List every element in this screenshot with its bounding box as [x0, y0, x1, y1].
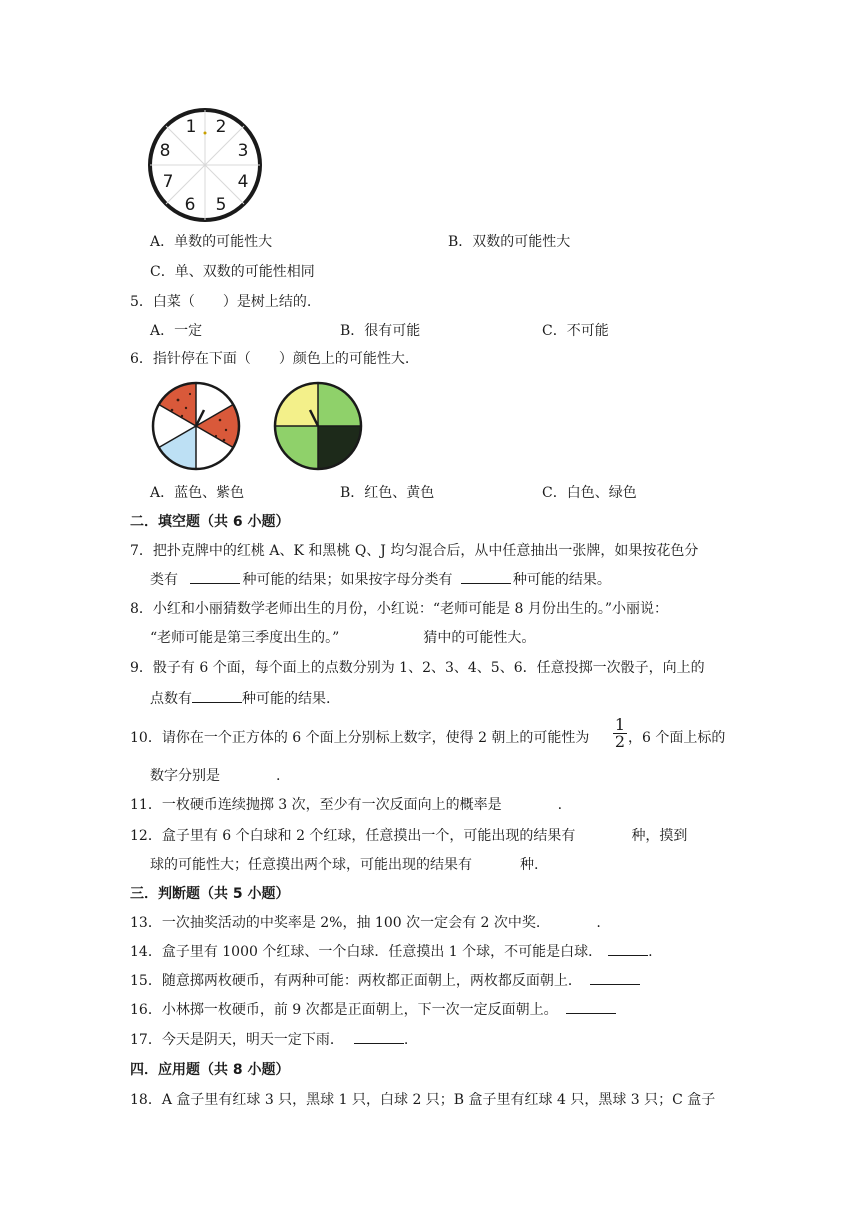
q12-text-c: 球的可能性大；任意摸出两个球，可能出现的结果有 — [150, 857, 472, 873]
q4-option-a: A．单数的可能性大 — [150, 234, 273, 250]
q10-fraction — [613, 717, 627, 750]
q6-stem: 6．指针停在下面（ ）颜色上的可能性大. — [130, 351, 410, 367]
q8-text-a: “老师可能是第三季度出生的。” — [150, 630, 340, 646]
q6-option-a: A．蓝色、紫色 — [150, 485, 245, 501]
q7-blank-1[interactable] — [190, 569, 240, 584]
q16 — [130, 999, 616, 1019]
q12-text-b: 种，摸到 — [631, 828, 688, 844]
q9-text-b: 种可能的结果. — [242, 691, 331, 707]
q17 — [130, 1029, 408, 1049]
wheel-number-6: 6 — [184, 195, 196, 215]
q12-text-d: 种. — [520, 857, 539, 873]
q8-line2 — [150, 627, 535, 647]
wheel-number-7: 7 — [162, 172, 174, 192]
q9-blank[interactable] — [192, 688, 242, 703]
q17-period: . — [403, 1032, 409, 1048]
spinner-red-white-blue — [150, 380, 242, 472]
q12-text-a: 12．盒子里有 6 个白球和 2 个红球，任意摸出一个，可能出现的结果有 — [130, 828, 576, 844]
wheel-number-1: 1 — [185, 117, 197, 137]
q14 — [130, 941, 653, 961]
wheel-number-4: 4 — [237, 172, 249, 192]
q6-option-b: B．红色、黄色 — [340, 485, 435, 501]
q10-line1-a: 10．请你在一个正方体的 6 个面上分别标上数字，使得 2 朝上的可能性为 — [130, 730, 590, 746]
q8-line1: 8．小红和小丽猜数学老师出生的月份，小红说：“老师可能是 8 月份出生的。”小丽说： — [130, 601, 669, 617]
q15-blank[interactable] — [590, 970, 640, 985]
q4-option-b: B．双数的可能性大 — [448, 234, 571, 250]
q14-period: . — [648, 944, 653, 960]
q16-text: 16．小林掷一枚硬币，前 9 次都是正面朝上，下一次一定反面朝上。 — [130, 1002, 558, 1018]
section2-title: 二．填空题（共 6 小题） — [130, 514, 290, 530]
q14-text: 14．盒子里有 1000 个红球、一个白球．任意摸出 1 个球，不可能是白球． — [130, 944, 603, 960]
q15 — [130, 970, 640, 990]
number-wheel — [145, 105, 265, 225]
section3-title: 三．判断题（共 5 小题） — [130, 886, 290, 902]
spinner-yellow-green-dark — [272, 380, 364, 472]
q9-line2 — [150, 688, 330, 708]
q10-fraction-denominator: 2 — [614, 732, 626, 751]
q7-text-b: 种可能的结果；如果按字母分类有 — [242, 572, 453, 588]
q9-text-a: 点数有 — [150, 691, 192, 707]
q7-blank-2[interactable] — [461, 569, 511, 584]
q5-option-b: B．很有可能 — [340, 323, 421, 339]
q15-text: 15．随意掷两枚硬币，有两种可能：两枚都正面朝上，两枚都反面朝上． — [130, 973, 582, 989]
q8-text-b: 猜中的可能性大。 — [423, 630, 536, 646]
q4-option-c: C．单、双数的可能性相同 — [150, 264, 315, 280]
q10-fraction-numerator: 1 — [614, 715, 626, 734]
q10-line2: 数字分别是 . — [150, 768, 281, 784]
wheel-number-3: 3 — [237, 141, 249, 161]
q11: 11．一枚硬币连续抛掷 3 次，至少有一次反面向上的概率是 . — [130, 797, 563, 813]
q6-option-c: C．白色、绿色 — [542, 485, 637, 501]
q13: 13．一次抽奖活动的中奖率是 2%，抽 100 次一定会有 2 次中奖. . — [130, 915, 601, 931]
q16-blank[interactable] — [566, 999, 616, 1014]
section4-title: 四．应用题（共 8 小题） — [130, 1062, 290, 1078]
q5-option-c: C．不可能 — [542, 323, 609, 339]
q7-line2 — [150, 569, 611, 589]
q14-blank[interactable] — [608, 941, 648, 956]
wheel-number-8: 8 — [159, 141, 171, 161]
q7-line1: 7．把扑克牌中的红桃 A、K 和黑桃 Q、J 均匀混合后，从中任意抽出一张牌，如果按花色分 — [130, 543, 699, 559]
q5-option-a: A．一定 — [150, 323, 203, 339]
q5-stem: 5．白菜（ ）是树上结的. — [130, 294, 312, 310]
q9-line1: 9．骰子有 6 个面，每个面上的点数分别为 1、2、3、4、5、6．任意投掷一次骰子，向上的 — [130, 660, 705, 676]
q12-line1 — [130, 825, 687, 845]
wheel-number-5: 5 — [215, 195, 227, 215]
q10-line1-b: ，6 个面上标的 — [628, 730, 726, 746]
q17-text: 17．今天是阴天，明天一定下雨． — [130, 1032, 344, 1048]
q12-line2 — [150, 854, 538, 874]
q7-text-a: 类有 — [150, 572, 178, 588]
wheel-number-2: 2 — [215, 117, 227, 137]
q7-text-c: 种可能的结果。 — [512, 572, 611, 588]
q18-line1: 18．A 盒子里有红球 3 只，黑球 1 只，白球 2 只；B 盒子里有红球 4 只，黑球 3 只；C 盒子 — [130, 1092, 716, 1108]
q17-blank[interactable] — [354, 1029, 404, 1044]
